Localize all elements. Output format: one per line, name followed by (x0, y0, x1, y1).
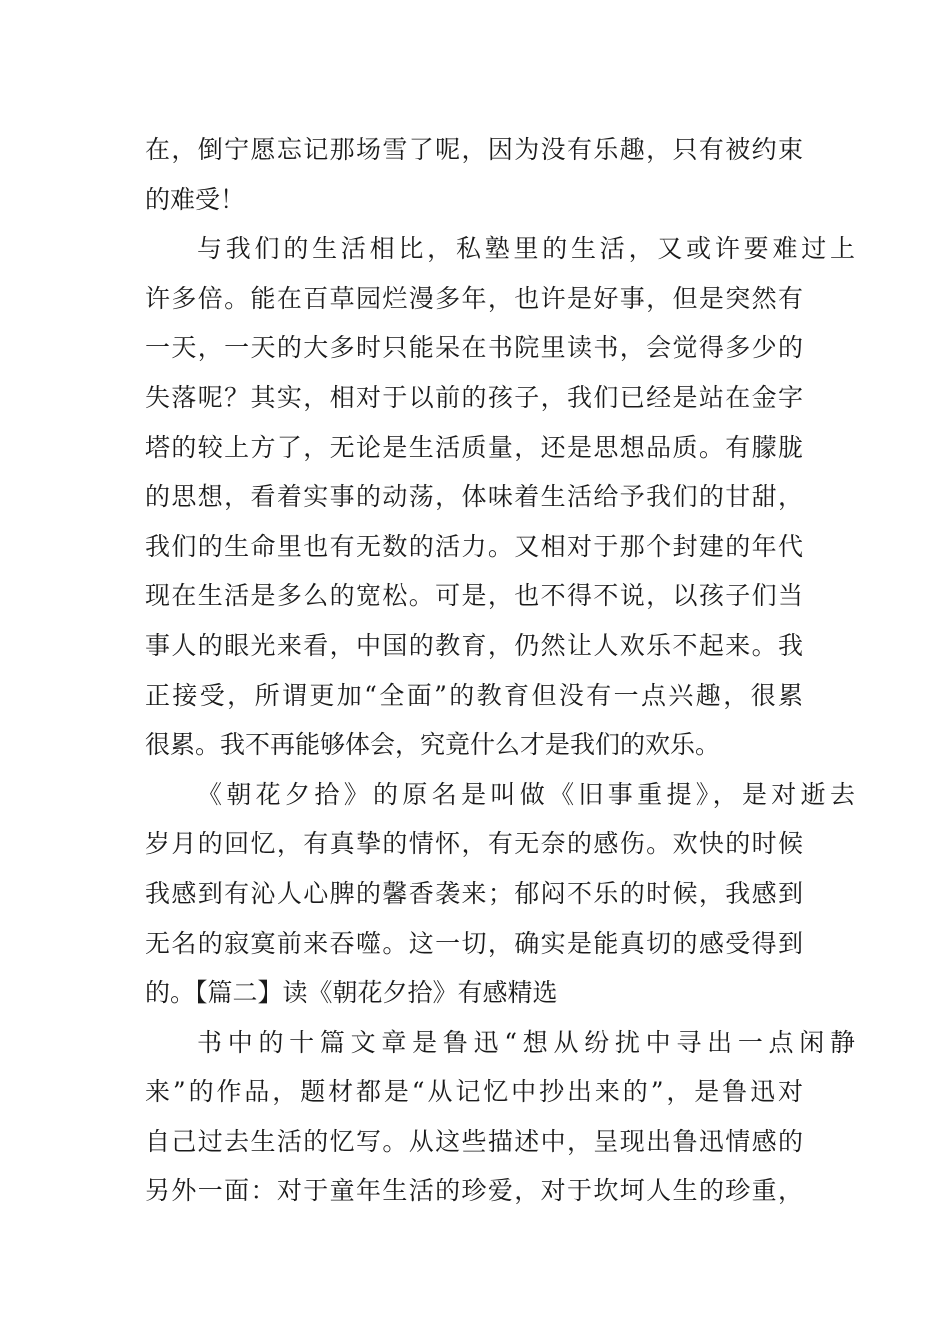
text-line: 许多倍。能在百草园烂漫多年，也许是好事，但是突然有 (145, 283, 803, 313)
text-line: 事人的眼光来看，中国的教育，仍然让人欢乐不起来。我 (145, 630, 803, 660)
text-line: 一天，一天的大多时只能呆在书院里读书，会觉得多少的 (145, 333, 803, 363)
text-line: 失落呢？其实，相对于以前的孩子，我们已经是站在金字 (145, 382, 803, 412)
text-line: 我感到有沁人心脾的馨香袭来；郁闷不乐的时候，我感到 (145, 878, 803, 908)
text-line: 我们的生命里也有无数的活力。又相对于那个封建的年代 (145, 531, 803, 561)
paragraph-3 (145, 770, 855, 1018)
text-line: 《朝花夕拾》的原名是叫做《旧事重提》，是对逝去 (197, 779, 855, 809)
text-line: 很累。我不再能够体会，究竟什么才是我们的欢乐。 (145, 730, 721, 760)
text-line: 无名的寂寞前来吞噬。这一切，确实是能真切的感受得到 (145, 928, 803, 958)
text-line: 自己过去生活的忆写。从这些描述中，呈现出鲁迅情感的 (145, 1126, 803, 1156)
text-line: 的思想，看着实事的动荡，体味着生活给予我们的甘甜， (145, 482, 803, 512)
body-text (145, 125, 855, 1216)
paragraph-1 (145, 125, 810, 224)
text-line: 与我们的生活相比，私塾里的生活，又或许要难过上 (197, 234, 855, 264)
text-line: 的难受！ (145, 184, 246, 214)
text-line: 现在生活是多么的宽松。可是，也不得不说，以孩子们当 (145, 581, 803, 611)
paragraph-2 (145, 224, 855, 770)
paragraph-4 (145, 1018, 855, 1216)
text-line: 岁月的回忆，有真挚的情怀，有无奈的感伤。欢快的时候 (145, 829, 803, 859)
text-line: 书中的十篇文章是鲁迅“想从纷扰中寻出一点闲静 (197, 1027, 855, 1057)
text-line: 的。【篇二】读《朝花夕拾》有感精选 (145, 978, 558, 1008)
text-line: 正接受，所谓更加“全面”的教育但没有一点兴趣，很累 (145, 680, 803, 710)
text-line: 另外一面：对于童年生活的珍爱，对于坎坷人生的珍重， (145, 1176, 803, 1206)
text-line: 塔的较上方了，无论是生活质量，还是思想品质。有朦胧 (145, 432, 803, 462)
text-line: 来”的作品，题材都是“从记忆中抄出来的”，是鲁迅对 (145, 1077, 803, 1107)
text-line: 在，倒宁愿忘记那场雪了呢，因为没有乐趣，只有被约束 (145, 135, 803, 164)
